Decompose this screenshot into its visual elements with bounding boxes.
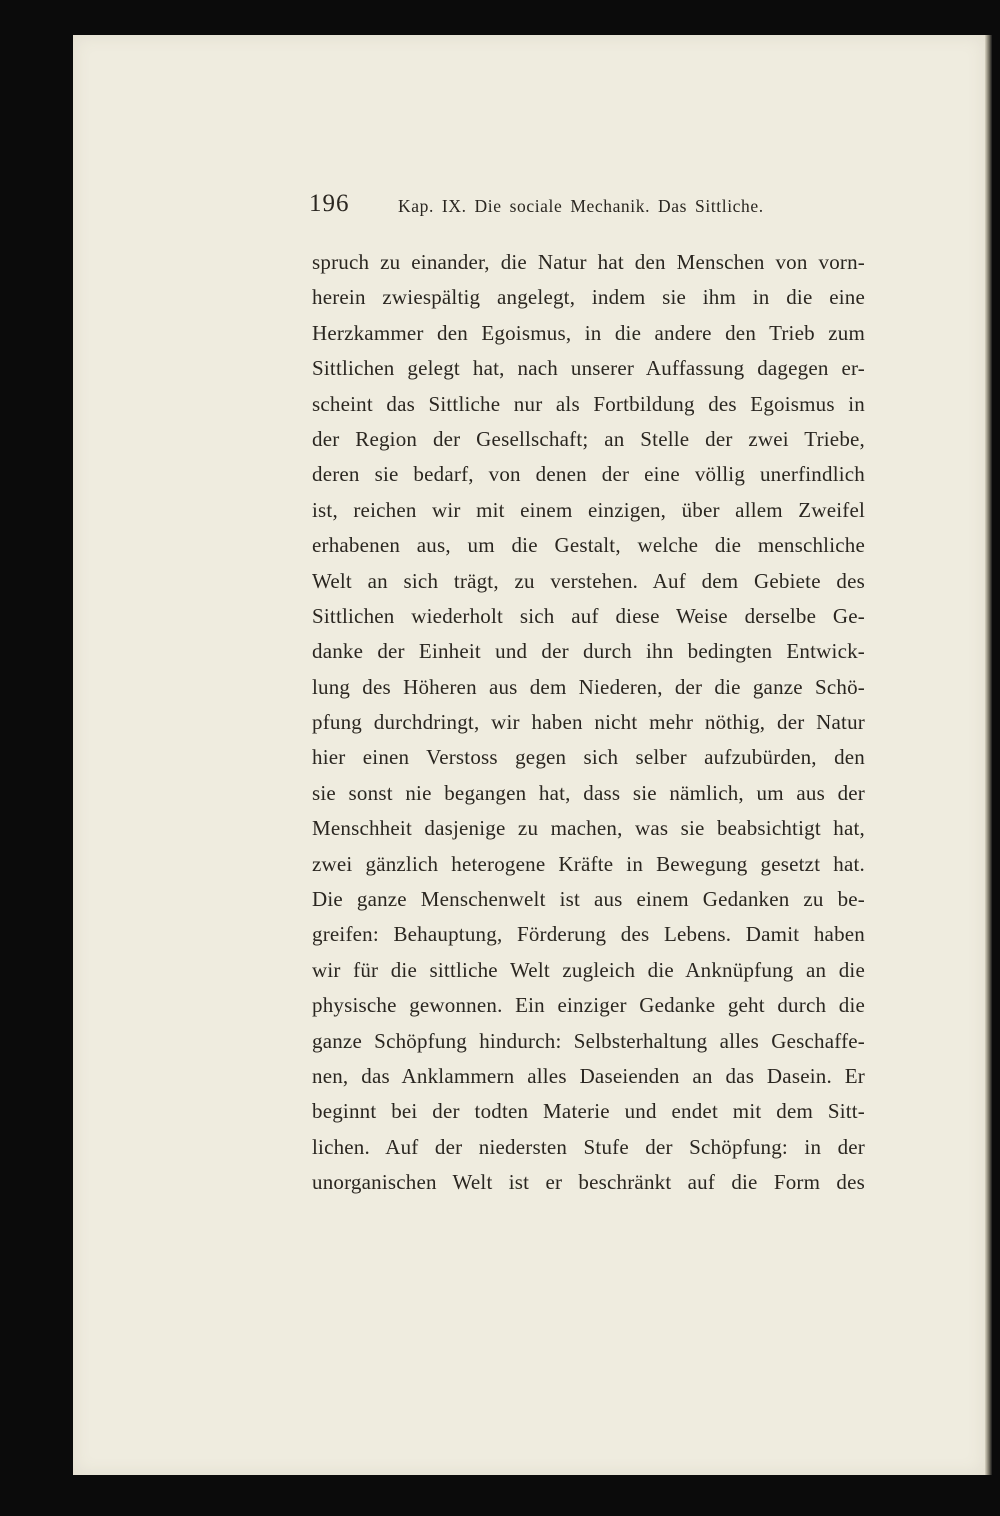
- running-head: Kap. IX. Die sociale Mechanik. Das Sittliche.: [398, 196, 764, 216]
- text-line: danke der Einheit und der durch ihn bedingten Entwick-: [312, 639, 865, 664]
- text-line: unorganischen Welt ist er beschränkt auf die Form des: [312, 1170, 865, 1195]
- page-number: 196: [309, 190, 350, 217]
- text-line: physische gewonnen. Ein einziger Gedanke geht durch die: [312, 993, 865, 1018]
- text-line: lung des Höheren aus dem Niederen, der die ganze Schö-: [312, 674, 865, 699]
- text-line: Herzkammer den Egoismus, in die andere den Trieb zum: [312, 320, 865, 345]
- text-line: scheint das Sittliche nur als Fortbildung des Egoismus in: [312, 391, 865, 416]
- text-line: nen, das Anklammern alles Daseienden an das Dasein. Er: [312, 1063, 865, 1088]
- text-line: spruch zu einander, die Natur hat den Menschen von vorn-: [312, 250, 865, 274]
- text-line: erhabenen aus, um die Gestalt, welche die menschliche: [312, 533, 865, 558]
- text-line: herein zwiespältig angelegt, indem sie ihm in die eine: [312, 285, 865, 310]
- text-line: sie sonst nie begangen hat, dass sie nämlich, um aus der: [312, 780, 865, 805]
- page-edge: [985, 35, 992, 1475]
- text-line: beginnt bei der todten Materie und endet mit dem Sitt-: [312, 1099, 865, 1124]
- text-line: greifen: Behauptung, Förderung des Lebens. Damit haben: [312, 922, 865, 947]
- text-line: der Region der Gesellschaft; an Stelle der zwei Triebe,: [312, 426, 865, 451]
- text-line: lichen. Auf der niedersten Stufe der Schöpfung: in der: [312, 1134, 865, 1159]
- text-line: deren sie bedarf, von denen der eine völlig unerfindlich: [312, 462, 865, 487]
- text-line: pfung durchdringt, wir haben nicht mehr nöthig, der Natur: [312, 710, 865, 735]
- page-header: [309, 190, 779, 226]
- text-line: Sittlichen wiederholt sich auf diese Weise derselbe Ge-: [312, 603, 865, 628]
- text-line: zwei gänzlich heterogene Kräfte in Bewegung gesetzt hat.: [312, 851, 865, 876]
- text-line: wir für die sittliche Welt zugleich die Anknüpfung an die: [312, 957, 865, 982]
- text-line: Menschheit dasjenige zu machen, was sie beabsichtigt hat,: [312, 816, 865, 841]
- text-line: ist, reichen wir mit einem einzigen, über allem Zweifel: [312, 497, 865, 522]
- text-line: hier einen Verstoss gegen sich selber aufzubürden, den: [312, 745, 865, 770]
- text-line: Welt an sich trägt, zu verstehen. Auf dem Gebiete des: [312, 568, 865, 593]
- text-line: ganze Schöpfung hindurch: Selbsterhaltung alles Geschaffe-: [312, 1028, 865, 1053]
- text-line: Die ganze Menschenwelt ist aus einem Gedanken zu be-: [312, 887, 865, 912]
- body-text: [312, 245, 865, 1201]
- text-line: Sittlichen gelegt hat, nach unserer Auffassung dagegen er-: [312, 356, 865, 381]
